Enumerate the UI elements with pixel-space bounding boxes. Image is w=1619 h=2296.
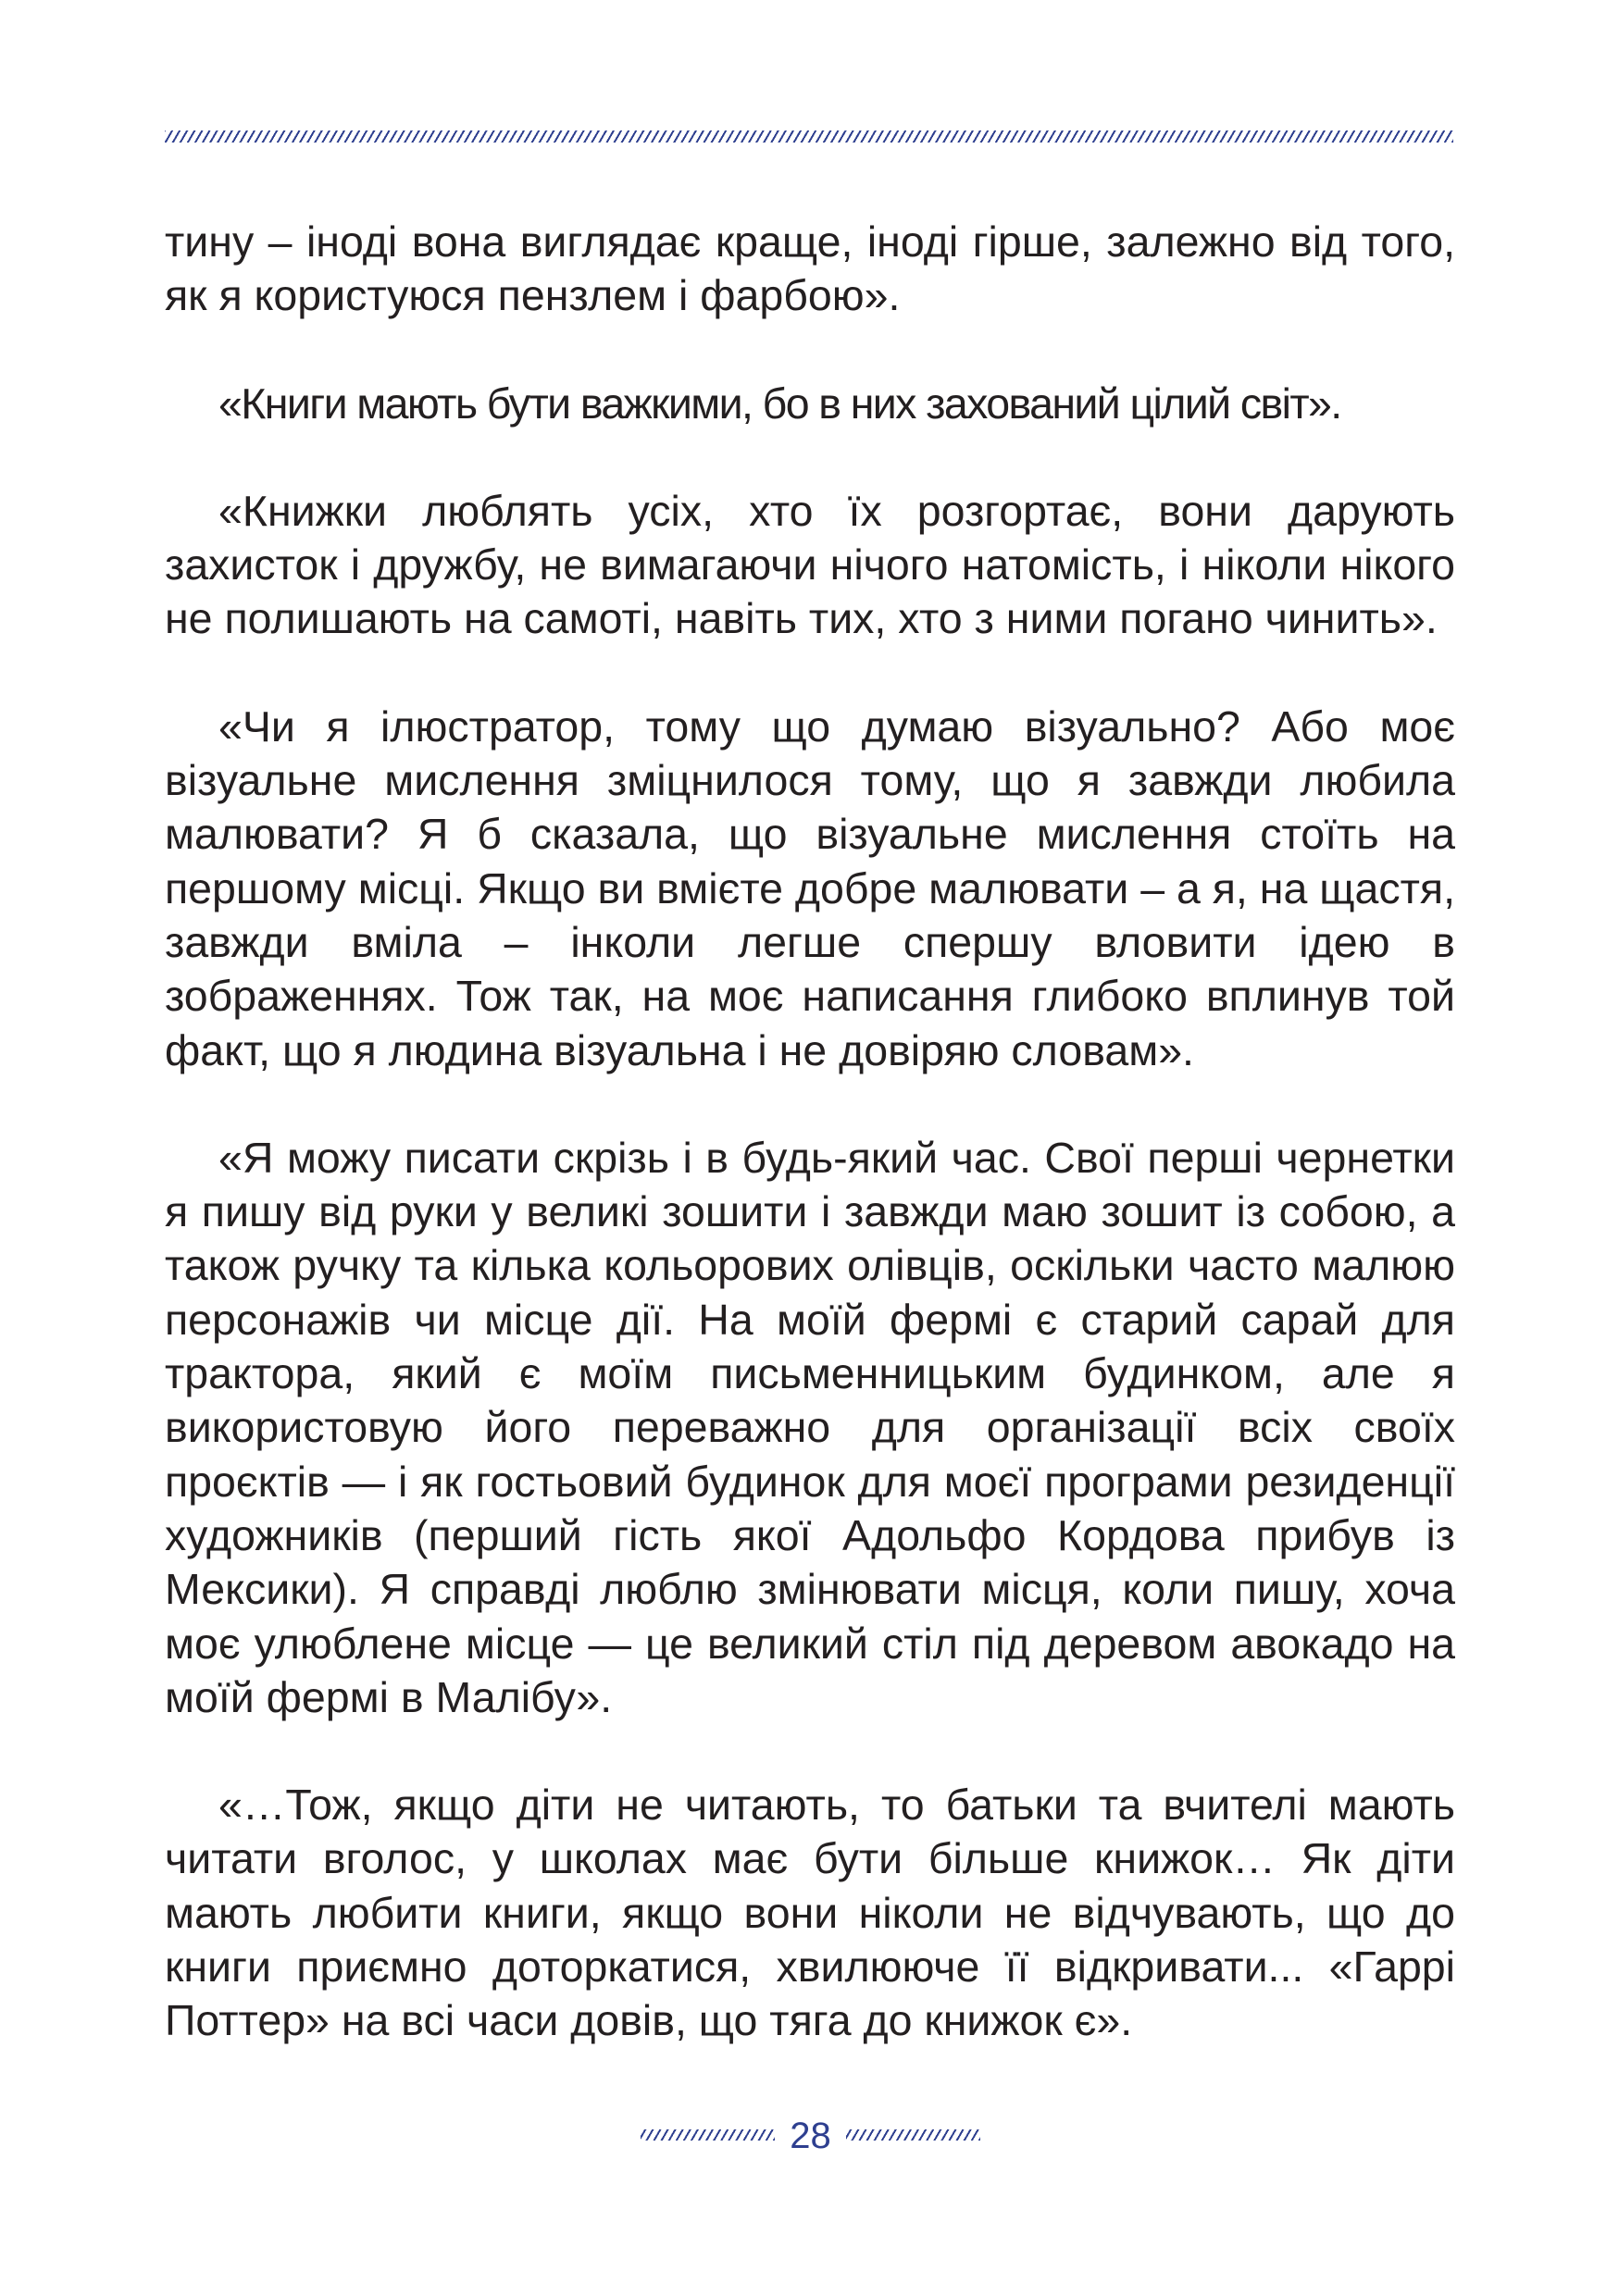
- page-number: 28: [790, 2116, 831, 2156]
- header-hatched-rule: [165, 130, 1453, 143]
- quote-paragraph-books-heavy: «Книги мають бути важкими, бо в них захований цілий світ».: [218, 379, 1341, 428]
- footer-left-hatch: [641, 2129, 775, 2141]
- page-footer: [0, 2114, 1619, 2158]
- quote-paragraph-writing-anywhere: «Я можу писати скрізь і в будь-який час. Свої перші чернетки я пишу від руки у великі зошити і завжди маю зошит із собою, а також ручку та кілька кольорових олівців, оскільки часто малюю персонажів чи місце дії. На моїй фермі є старий сарай для трактора, який є моїм письменницьким будинком, але я використовую його переважно для організації всіх своїх проєктів — і як гостьовий будинок для моєї програми резиденції художників (перший гість якої Адольфо Кордова прибув із Мексики). Я справді люблю змінювати місця, коли пишу, хоча моє улюблене місце — це великий стіл під деревом авокадо на моїй фермі в Малібу».: [165, 1133, 1455, 1721]
- quote-paragraph-visual-thinking: «Чи я ілюстратор, тому що думаю візуально? Або моє візуальне мислення зміцнилося тому, що я завжди любила малювати? Я б сказала, що візуальне мислення стоїть на першому місці. Якщо ви вмієте добре малювати – а я, на щастя, завжди вміла – інколи легше спершу вловити ідею в зображеннях. Тож так, на моє написання глибоко вплинув той факт, що я людина візуальна і не довіряю словам».: [165, 701, 1456, 1074]
- paragraph-continuation: тину – іноді вона виглядає краще, іноді гірше, залежно від того, як я користуюся пензлем і фарбою».: [165, 217, 1455, 320]
- text-body: [165, 215, 1455, 2048]
- quote-paragraph-books-love: «Книжки люблять усіх, хто їх розгортає, вони дарують захисток і дружбу, не вимагаючи нічого натомість, і ніколи нікого не полишають на самоті, навіть тих, хто з ними погано чинить».: [165, 486, 1455, 643]
- footer-right-hatch: [846, 2129, 980, 2141]
- quote-paragraph-reading-aloud: «…Тож, якщо діти не читають, то батьки та вчителі мають читати вголос, у школах має бути більше книжок… Як діти мають любити книги, якщо вони ніколи не відчувають, що до книги приємно доторкатися, хвилююче її відкривати... «Гаррі Поттер» на всі часи довів, що тяга до книжок є».: [165, 1781, 1455, 2045]
